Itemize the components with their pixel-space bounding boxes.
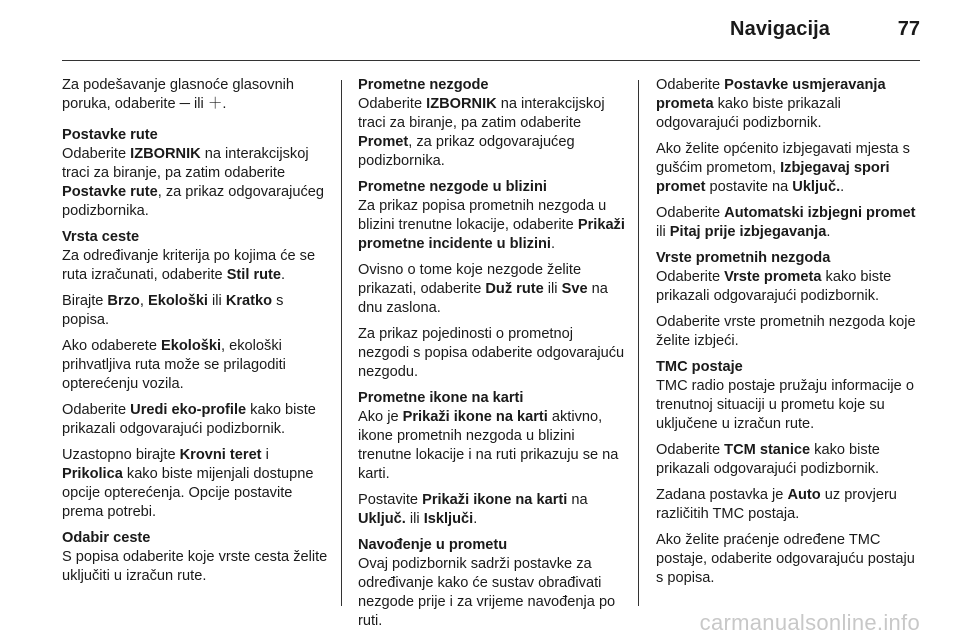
text: , za prikaz odgovarajućeg podizbornika. [62,184,325,219]
text: uz provjeru različitih TMC postaja. [656,487,897,522]
section-heading: Odabir ceste [62,530,151,546]
text: Odaberite [656,77,725,93]
text: Ovaj podizbornik sadrži postavke za određivanje kako će sustav obrađivati nezgode prije i za vrijeme navođenja po ruti. [358,556,616,629]
section-heading: Vrsta ceste [62,229,140,245]
text: Za prikaz popisa prometnih nezgoda u blizini trenutne lokacije, odaberite [358,198,607,233]
text: kako biste prikazali odgovarajući podizbornik. [62,402,316,437]
text: Odaberite [656,269,725,285]
paragraph [358,197,628,254]
menu-term: Pitaj prije izbjegavanja [669,224,827,240]
text: ili [543,281,562,297]
paragraph: TMC radio postaje pružaju informacije o trenutnoj situaciji u prometu koje su uključene u izračun rute. [656,378,914,432]
column-2 [358,76,628,631]
menu-term: IZBORNIK [130,146,201,162]
paragraph: Odaberite vrste prometnih nezgoda koje želite izbjeći. [656,314,916,349]
text: na dnu zaslona. [358,281,608,316]
text: S popisa odaberite koje vrste cesta želite uključiti u izračun rute. [62,549,328,584]
section-heading: Prometne nezgode u blizini [358,179,547,195]
text: i [261,447,269,463]
text: s popisa. [62,293,284,328]
text: Odaberite [62,402,131,418]
menu-term: Postavke usmjeravanja prometa [656,77,886,112]
paragraph: Za prikaz pojedinosti o prometnoj nezgodi s popisa odaberite odgovarajuću nezgodu. [358,326,625,380]
text: Odaberite [358,96,427,112]
menu-term: IZBORNIK [426,96,497,112]
text: aktivno, ikone prometnih nezgoda u blizini trenutne lokacije i na ruti prikazuju se na karti. [358,409,619,482]
paragraph: Ako želite praćenje određene TMC postaje, odaberite odgovarajuću postaju s popisa. [656,532,915,586]
paragraph [656,76,926,133]
header-divider [62,60,920,61]
text: na [567,492,588,508]
menu-term: Uključ. [792,179,841,195]
section-navodenje [358,536,628,631]
menu-term: Stil rute [226,267,282,283]
text: Odaberite [656,205,725,221]
section-nezgode-u-blizini [358,178,628,382]
paragraph [62,337,332,394]
text: ili [405,511,424,527]
column-3 [656,76,926,595]
menu-term: Uredi eko-profile [130,402,247,418]
text: na interakcijskoj traci za biranje, pa zatim odaberite [358,96,605,131]
paragraph [358,408,628,484]
page-number: 77 [897,18,920,40]
paragraph [656,441,926,479]
section-heading: Prometne nezgode [358,77,489,93]
text: Odaberite [656,442,725,458]
text: Uzastopno birajte [62,447,180,463]
menu-term: Ekološki [147,293,208,309]
text: Ako odaberete [62,338,161,354]
menu-term: Prikaži ikone na karti [402,409,548,425]
text: Postavite [358,492,423,508]
menu-term: Prikaži ikone na karti [422,492,568,508]
text: . [840,179,845,195]
column-divider-2 [638,80,639,606]
paragraph [62,292,332,330]
column-1 [62,76,332,586]
section-heading: Postavke rute [62,127,158,143]
column-divider-1 [341,80,342,606]
menu-term: Kratko [225,293,273,309]
section-prometne-ikone [358,389,628,529]
section-heading: TMC postaje [656,359,743,375]
text: ili [208,293,226,309]
menu-term: Prikolica [62,466,123,482]
page-header [0,0,960,62]
menu-term: Auto [787,487,821,503]
paragraph [62,446,332,522]
paragraph [358,261,628,318]
menu-term: Izbjegavaj spori promet [656,160,890,195]
text: na interakcijskoj traci za biranje, pa zatim odaberite [62,146,309,181]
text: Ako želite općenito izbjegavati mjesta s gušćim prometom, [656,141,910,176]
text: kako biste prikazali odgovarajući podizbornik. [656,269,892,304]
text: . [473,511,478,527]
text: Za određivanje kriterija po kojima će se ruta izračunati, odaberite [62,248,316,283]
section-vrste-nezgoda [656,249,926,351]
text: Ovisno o tome koje nezgode želite prikazati, odaberite [358,262,582,297]
watermark: carmanualsonline.info [699,610,920,635]
section-tmc-postaje [656,358,926,588]
paragraph [656,268,926,306]
text: kako biste mijenjali dostupne opcije opterećenja. Opcije postavite prema potrebi. [62,466,314,520]
text: postavite na [705,179,793,195]
paragraph [358,491,628,529]
section-heading: Navođenje u prometu [358,537,508,553]
menu-term: Brzo [107,293,140,309]
menu-term: Promet [358,134,409,150]
text: ili [656,224,670,240]
text: , [139,293,148,309]
menu-term: Uključ. [358,511,406,527]
text: , ekološki prihvatljiva ruta može se prilagoditi opterećenju vozila. [62,338,286,392]
text: kako biste prikazali odgovarajući podizbornik. [656,442,880,477]
text: . [826,224,831,240]
menu-term: Sve [561,281,588,297]
paragraph [656,204,926,242]
menu-term: TCM stanice [724,442,811,458]
section-heading: Prometne ikone na karti [358,390,524,406]
paragraph [62,401,332,439]
menu-term: Duž rute [485,281,544,297]
menu-term: Vrste prometa [724,269,822,285]
menu-term: Isključi [423,511,474,527]
menu-term: Automatski izbjegni promet [724,205,916,221]
text: . [281,267,286,283]
text: kako biste prikazali odgovarajući podizbornik. [656,96,841,131]
section-prometne-nezgode [358,76,628,171]
section-heading: Vrste prometnih nezgoda [656,250,831,266]
text: Birajte [62,293,108,309]
paragraph [62,247,332,285]
section-vrsta-ceste [62,228,332,522]
text: Ako je [358,409,403,425]
text: , za prikaz odgovarajućeg podizbornika. [358,134,575,169]
paragraph [656,486,926,524]
paragraph [656,140,926,197]
menu-term: Postavke rute [62,184,158,200]
menu-term: Prikaži prometne incidente u blizini [358,217,625,252]
text: Odaberite [62,146,131,162]
volume-intro: Za podešavanje glasnoće glasovnih poruka, odaberite ─ ili ＋. [62,77,295,112]
menu-term: Krovni teret [179,447,262,463]
section-postavke-rute [62,126,332,221]
menu-term: Ekološki [161,338,222,354]
text: Zadana postavka je [656,487,788,503]
page-title: Navigacija [730,18,830,40]
section-odabir-ceste [62,529,332,586]
text: . [550,236,556,252]
